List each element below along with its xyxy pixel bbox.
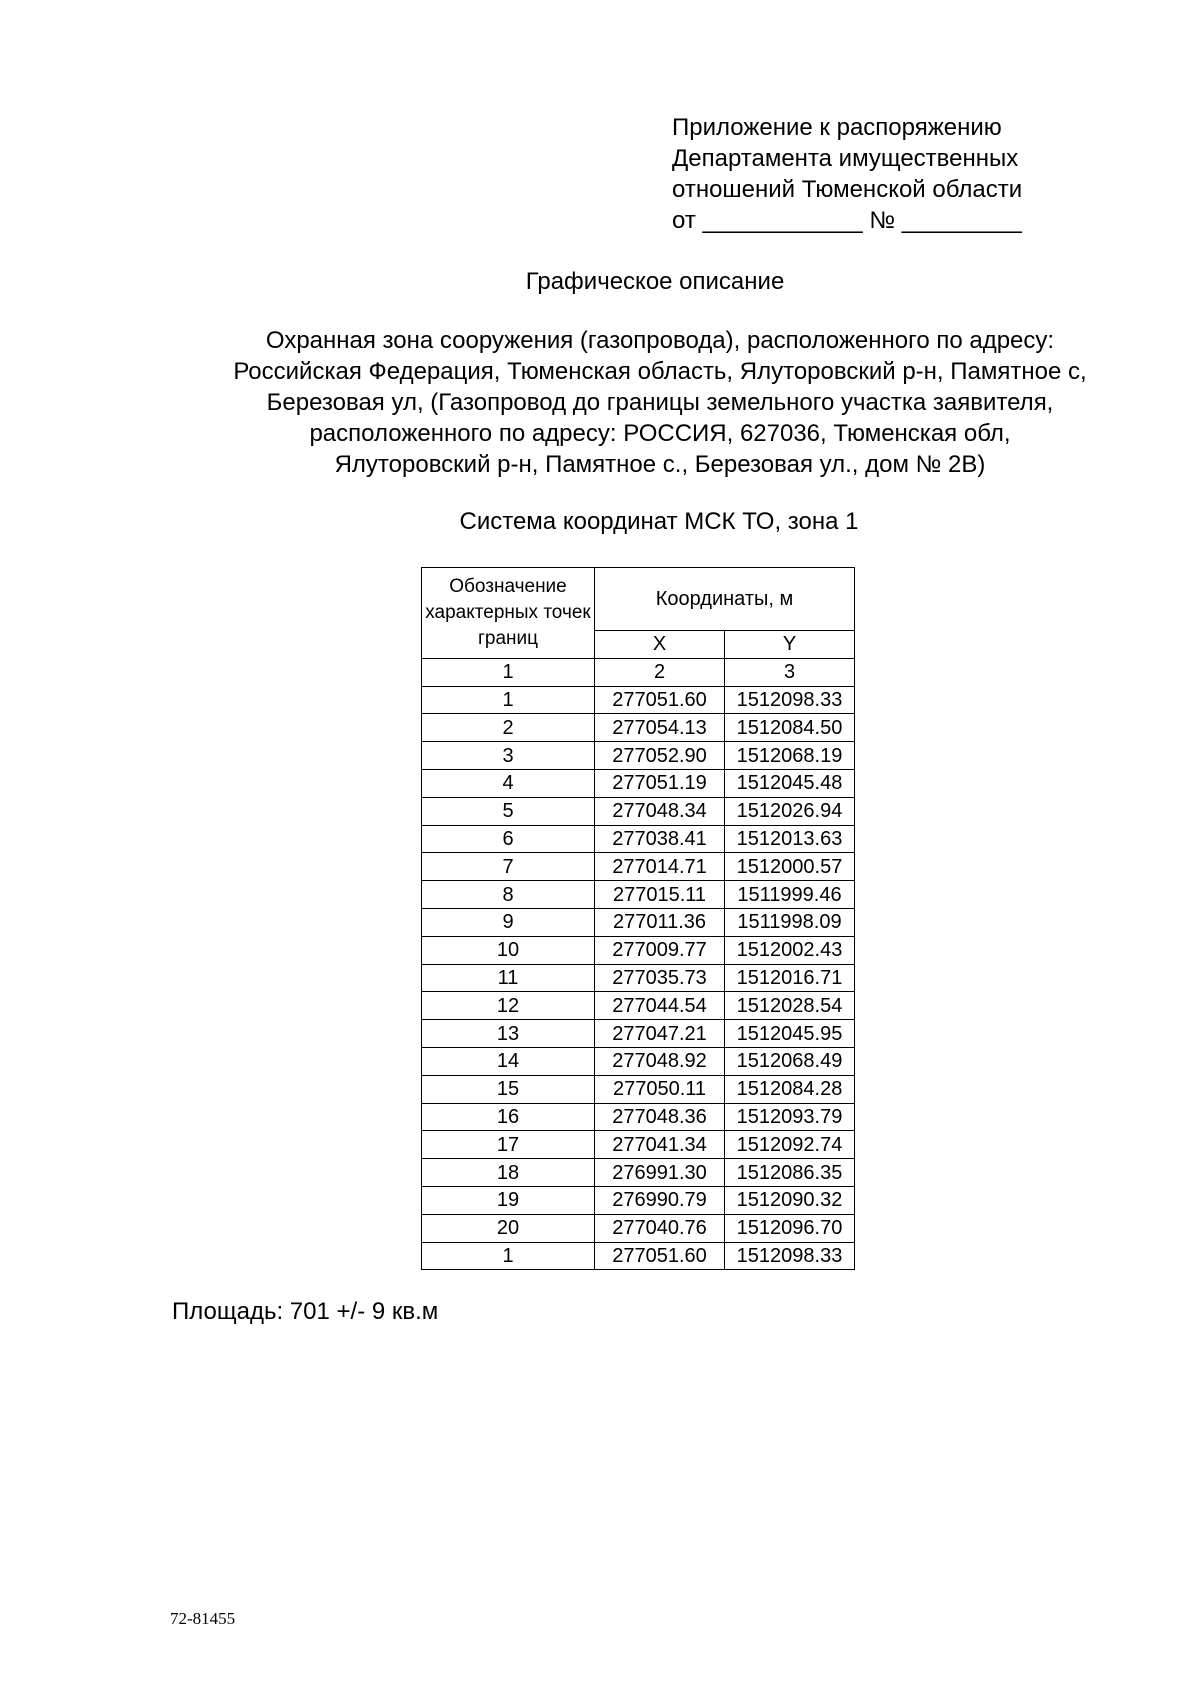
point-number-cell: 10 <box>422 936 595 964</box>
table-row <box>422 908 855 936</box>
zone-description-line: Охранная зона сооружения (газопровода), расположенного по адресу: <box>265 327 1055 354</box>
point-number-cell: 11 <box>422 964 595 992</box>
point-number-cell: 13 <box>422 1020 595 1048</box>
x-coordinate-cell: 277040.76 <box>595 1214 725 1242</box>
y-coordinate-cell: 1511998.09 <box>725 908 855 936</box>
y-coordinate-cell: 1512090.32 <box>725 1186 855 1214</box>
y-coordinate-cell: 1512098.33 <box>725 686 855 714</box>
table-row <box>422 1047 855 1075</box>
point-number-cell: 9 <box>422 908 595 936</box>
coordinates-table-body <box>422 686 855 1270</box>
table-row <box>422 742 855 770</box>
y-coordinate-cell: 1511999.46 <box>725 881 855 909</box>
y-coordinate-cell: 1512045.95 <box>725 1020 855 1048</box>
y-coordinate-cell: 1512068.49 <box>725 1047 855 1075</box>
x-coordinate-cell: 277015.11 <box>595 881 725 909</box>
y-coordinate-cell: 1512002.43 <box>725 936 855 964</box>
x-coordinate-cell: 277014.71 <box>595 853 725 881</box>
table-row <box>422 1103 855 1131</box>
x-coordinate-cell: 276991.30 <box>595 1159 725 1187</box>
x-coordinate-cell: 277047.21 <box>595 1020 725 1048</box>
area-label: Площадь: 701 +/- 9 кв.м <box>172 1298 439 1325</box>
point-number-cell: 5 <box>422 797 595 825</box>
point-number-cell: 3 <box>422 742 595 770</box>
coordinates-table <box>421 567 855 1270</box>
document-title: Графическое описание <box>525 268 785 295</box>
point-number-cell: 18 <box>422 1159 595 1187</box>
y-coordinate-cell: 1512086.35 <box>725 1159 855 1187</box>
table-row <box>422 825 855 853</box>
x-coordinate-cell: 277050.11 <box>595 1075 725 1103</box>
x-coordinate-cell: 277052.90 <box>595 742 725 770</box>
table-row <box>422 881 855 909</box>
document-number: 72-81455 <box>170 1609 236 1628</box>
appendix-header <box>672 112 1022 236</box>
header-coordinates: Координаты, м <box>595 568 855 631</box>
zone-description-line: Ялуторовский р-н, Памятное с., Березовая ул., дом № 2В) <box>334 451 986 478</box>
appendix-line: Департамента имущественных <box>672 145 1019 172</box>
table-row <box>422 1020 855 1048</box>
zone-description-line: расположенного по адресу: РОССИЯ, 627036, Тюменская обл, <box>309 420 1011 447</box>
point-number-cell: 1 <box>422 686 595 714</box>
x-coordinate-cell: 276990.79 <box>595 1186 725 1214</box>
appendix-line: отношений Тюменской области <box>672 176 1023 203</box>
column-number: 2 <box>595 658 725 686</box>
table-row <box>422 1159 855 1187</box>
point-number-cell: 16 <box>422 1103 595 1131</box>
table-row <box>422 1242 855 1270</box>
x-coordinate-cell: 277051.60 <box>595 1242 725 1270</box>
zone-description-line: Березовая ул, (Газопровод до границы земельного участка заявителя, <box>266 389 1054 416</box>
y-coordinate-cell: 1512098.33 <box>725 1242 855 1270</box>
header-x: X <box>595 631 725 659</box>
y-coordinate-cell: 1512084.28 <box>725 1075 855 1103</box>
table-row <box>422 964 855 992</box>
x-coordinate-cell: 277048.92 <box>595 1047 725 1075</box>
x-coordinate-cell: 277011.36 <box>595 908 725 936</box>
x-coordinate-cell: 277009.77 <box>595 936 725 964</box>
table-row <box>422 714 855 742</box>
y-coordinate-cell: 1512093.79 <box>725 1103 855 1131</box>
x-coordinate-cell: 277044.54 <box>595 992 725 1020</box>
y-coordinate-cell: 1512045.48 <box>725 769 855 797</box>
header-y: Y <box>725 631 855 659</box>
point-number-cell: 20 <box>422 1214 595 1242</box>
y-coordinate-cell: 1512096.70 <box>725 1214 855 1242</box>
table-row <box>422 686 855 714</box>
table-row <box>422 992 855 1020</box>
point-number-cell: 2 <box>422 714 595 742</box>
y-coordinate-cell: 1512016.71 <box>725 964 855 992</box>
x-coordinate-cell: 277038.41 <box>595 825 725 853</box>
table-row <box>422 1075 855 1103</box>
y-coordinate-cell: 1512026.94 <box>725 797 855 825</box>
table-row <box>422 936 855 964</box>
point-number-cell: 17 <box>422 1131 595 1159</box>
y-coordinate-cell: 1512013.63 <box>725 825 855 853</box>
zone-description <box>160 325 1160 480</box>
table-row <box>422 1131 855 1159</box>
zone-description-line: Российская Федерация, Тюменская область, Ялуторовский р-н, Памятное с, <box>233 358 1087 385</box>
column-number: 3 <box>725 658 855 686</box>
table-row <box>422 769 855 797</box>
point-number-cell: 8 <box>422 881 595 909</box>
y-coordinate-cell: 1512084.50 <box>725 714 855 742</box>
point-number-cell: 12 <box>422 992 595 1020</box>
x-coordinate-cell: 277048.34 <box>595 797 725 825</box>
x-coordinate-cell: 277048.36 <box>595 1103 725 1131</box>
table-row <box>422 853 855 881</box>
coordinate-system-label: Система координат МСК ТО, зона 1 <box>459 508 859 535</box>
point-number-cell: 4 <box>422 769 595 797</box>
table-row <box>422 1186 855 1214</box>
point-number-cell: 6 <box>422 825 595 853</box>
x-coordinate-cell: 277051.60 <box>595 686 725 714</box>
point-number-cell: 19 <box>422 1186 595 1214</box>
x-coordinate-cell: 277041.34 <box>595 1131 725 1159</box>
y-coordinate-cell: 1512028.54 <box>725 992 855 1020</box>
appendix-line: Приложение к распоряжению <box>672 114 1002 141</box>
appendix-line: от ____________ № _________ <box>672 207 1022 234</box>
point-number-cell: 7 <box>422 853 595 881</box>
table-row <box>422 1214 855 1242</box>
header-designation: Обозначение характерных точек границ <box>422 568 595 659</box>
x-coordinate-cell: 277035.73 <box>595 964 725 992</box>
column-number: 1 <box>422 658 595 686</box>
y-coordinate-cell: 1512000.57 <box>725 853 855 881</box>
x-coordinate-cell: 277054.13 <box>595 714 725 742</box>
point-number-cell: 1 <box>422 1242 595 1270</box>
y-coordinate-cell: 1512068.19 <box>725 742 855 770</box>
point-number-cell: 15 <box>422 1075 595 1103</box>
x-coordinate-cell: 277051.19 <box>595 769 725 797</box>
table-row <box>422 797 855 825</box>
y-coordinate-cell: 1512092.74 <box>725 1131 855 1159</box>
point-number-cell: 14 <box>422 1047 595 1075</box>
